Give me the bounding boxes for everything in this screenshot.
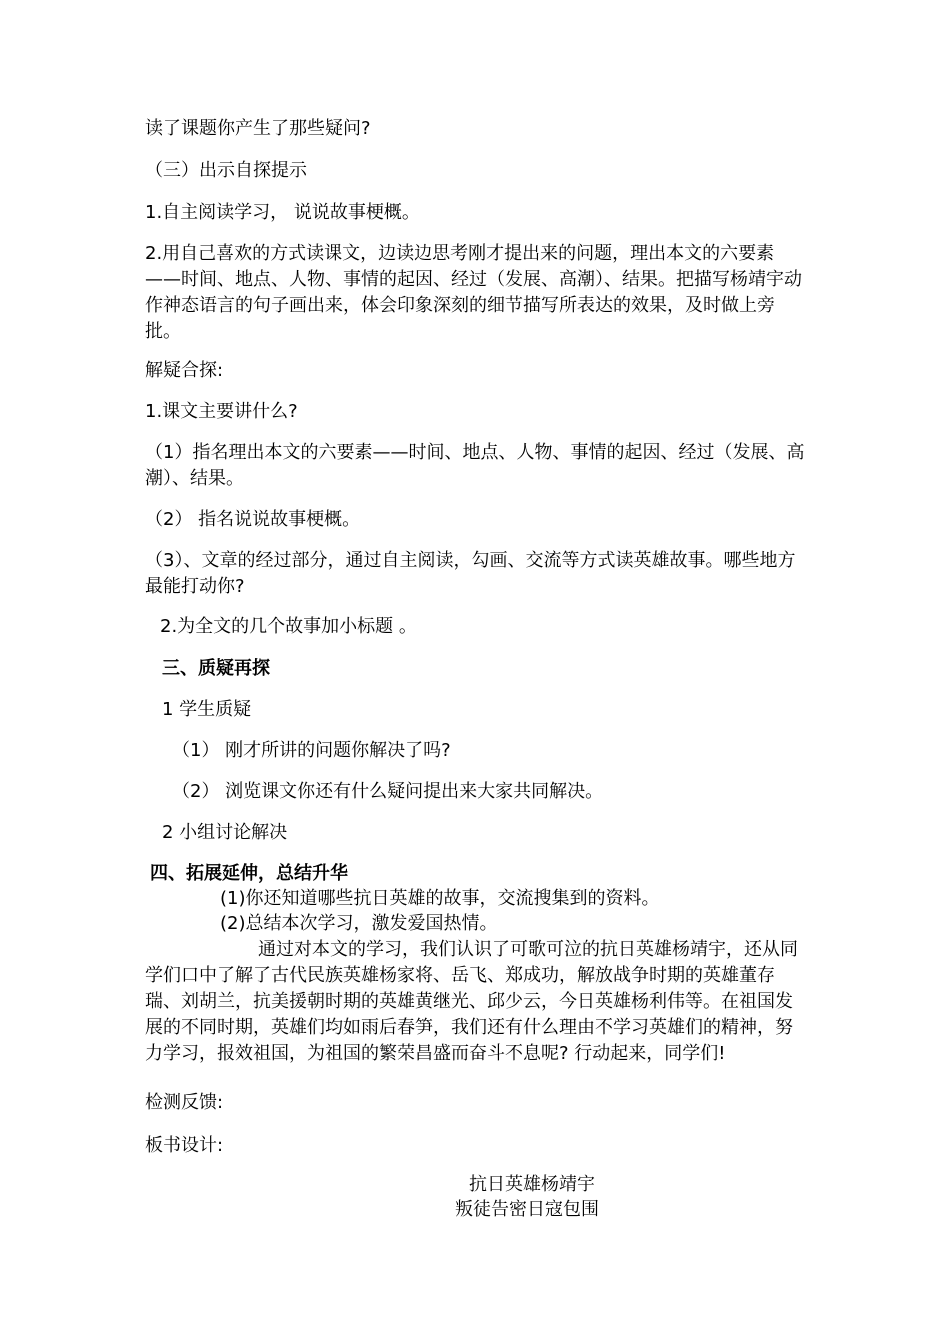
board-line-1: 叛徒告密日寇包围 [455, 1199, 599, 1220]
section-4-item-2: (2)总结本次学习，激发爱国热情。 [220, 913, 498, 934]
section-3-heading: 三、质疑再探 [162, 658, 270, 679]
section-3-item-1-2: （2） 浏览课文你还有什么疑问提出来大家共同解决。 [172, 781, 604, 802]
hint-1: 1.自主阅读学习， 说说故事梗概。 [145, 202, 420, 223]
section-4-item-1: (1)你还知道哪些抗日英雄的故事，交流搜集到的资料。 [220, 888, 660, 909]
section-3-item-2: 2 小组讨论解决 [162, 822, 288, 843]
question-2: 2.为全文的几个故事加小标题 。 [160, 616, 417, 637]
section-4-heading: 四、拓展延伸，总结升华 [150, 863, 348, 884]
section-3-item-1-1: （1） 刚才所讲的问题你解决了吗? [172, 740, 451, 761]
section-heading-3: （三）出示自探提示 [145, 160, 307, 181]
question-1-item-2: （2） 指名说说故事梗概。 [145, 509, 361, 530]
summary-paragraph: 通过对本文的学习，我们认识了可歌可泣的抗日英雄杨靖宇，还从同学们口中了解了古代民族英雄杨家将、岳飞、郑成功，解放战争时期的英雄董存瑞、刘胡兰，抗美援朝时期的英雄黄继光、邱少云，今日英雄杨利伟等。在祖国发展的不同时期，英雄们均如雨后春笋，我们还有什么理由不学习英雄们的精神，努力学习，报效祖国，为祖国的繁荣昌盛而奋斗不息呢? 行动起来，同学们! [145, 939, 798, 1064]
question-title: 读了课题你产生了那些疑问? [145, 118, 371, 139]
question-1: 1.课文主要讲什么? [145, 401, 298, 422]
feedback-label: 检测反馈: [145, 1092, 224, 1113]
hint-2: 2.用自己喜欢的方式读课文，边读边思考刚才提出来的问题，理出本文的六要素——时间、地点、人物、事情的起因、经过（发展、高潮）、结果。把描写杨靖宇动作神态语言的句子画出来，体会印象深刻的细节描写所表达的效果，及时做上旁批。 [145, 243, 802, 342]
section-3-item-1: 1 学生质疑 [162, 699, 252, 720]
board-design-label: 板书设计: [145, 1135, 224, 1156]
question-1-item-1: （1）指名理出本文的六要素——时间、地点、人物、事情的起因、经过（发展、高潮）、结果。 [145, 442, 805, 489]
jieyi-label: 解疑合探: [145, 360, 224, 381]
question-1-item-3: （3）、文章的经过部分，通过自主阅读，勾画、交流等方式读英雄故事。哪些地方最能打动你? [145, 550, 796, 597]
board-title: 抗日英雄杨靖宇 [469, 1174, 595, 1195]
